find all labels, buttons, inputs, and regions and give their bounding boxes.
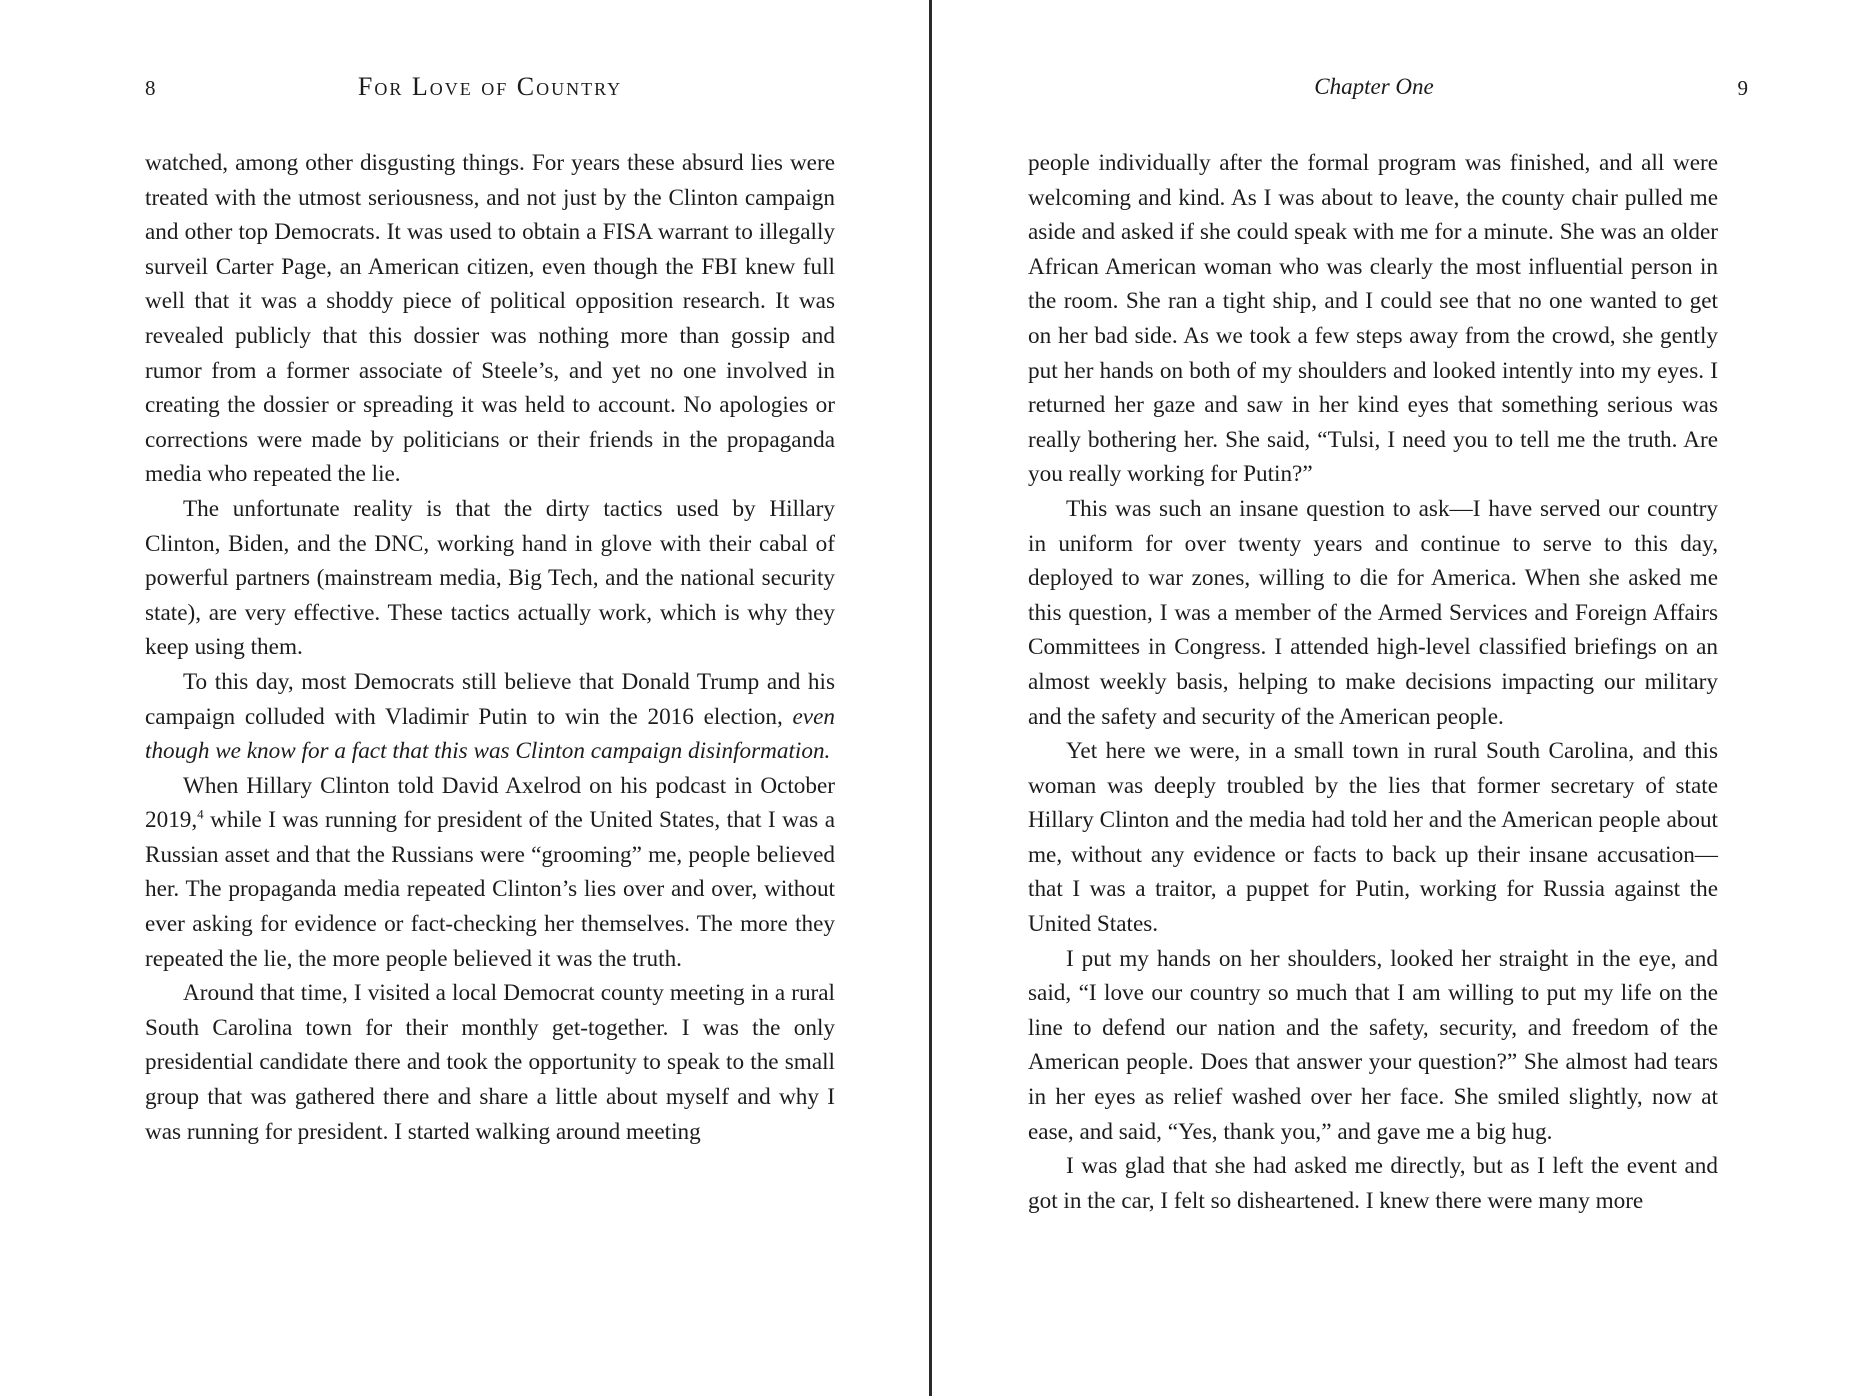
right-page <box>932 0 1862 1396</box>
body-text <box>145 146 835 1149</box>
paragraph <box>145 769 835 977</box>
paragraph-text: When Hillary Clinton told David Axelrod on his podcast in October 2019, <box>145 772 835 834</box>
paragraph-text: To this day, most Democrats still believe that Donald Trump and his campaign colluded with Vladimir Putin to win the 2016 election, <box>145 668 835 730</box>
paragraph: watched, among other disgusting things. For years these absurd lies were treated with the utmost seriousness, and not just by the Clinton campaign and other top Democrats. It was used to obtain a FISA warrant to illegally surveil Carter Page, an American citizen, even though the FBI knew full well that it was a shoddy piece of political opposition research. It was revealed publicly that this dossier was nothing more than gossip and rumor from a former associate of Steele’s, and yet no one involved in creating the dossier or spreading it was held to account. No apologies or corrections were made by politicians or their friends in the propaganda media who repeated the lie. <box>145 150 835 488</box>
paragraph <box>145 665 835 769</box>
running-head-chapter-title: Chapter One <box>1314 74 1434 99</box>
paragraph: people individually after the formal program was finished, and all were welcoming and kind. As I was about to leave, the county chair pulled me aside and asked if she could speak with me for a minute. She was an older African American woman who was clearly the most influential person in the room. She ran a tight ship, and I could see that no one wanted to get on her bad side. As we took a few steps away from the crowd, she gently put her hands on both of my shoulders and looked intently into my eyes. I returned her gaze and saw in her kind eyes that something serious was really bothering her. She said, “Tulsi, I need you to tell me the truth. Are you really working for Putin?” <box>1028 150 1718 488</box>
paragraph-text: while I was running for president of the United States, that I was a Russian asset and that the Russians were “grooming” me, people believed her. The propaganda media repeated Clinton’s lies over and over, without ever asking for evidence or fact-checking her themselves. The more they repeated the lie, the more people believed it was the truth. <box>145 807 835 972</box>
left-page <box>0 0 929 1396</box>
paragraph: This was such an insane question to ask—I have served our country in uniform for over twenty years and continue to serve to this day, deployed to war zones, willing to die for America. When she asked me this question, I was a member of the Armed Services and Foreign Affairs Committees in Congress. I attended high-level classified briefings on an almost weekly basis, helping to make decisions impacting our military and the safety and security of the American people. <box>1028 495 1718 730</box>
page-number: 9 <box>1737 76 1748 100</box>
paragraph: Around that time, I visited a local Democrat county meeting in a rural South Carolina town for their monthly get-together. I was the only presidential candidate there and took the opportunity to speak to the small group that was gathered there and share a little about myself and why I was running for president. I started walking around meeting <box>145 980 835 1145</box>
footnote-reference[interactable]: 4 <box>197 806 204 822</box>
paragraph: I put my hands on her shoulders, looked her straight in the eye, and said, “I love our country so much that I am willing to put my life on the line to defend our nation and the safety, security, and freedom of the American people. Does that answer your question?” She almost had tears in her eyes as relief washed over her face. She smiled slightly, now at ease, and said, “Yes, thank you,” and gave me a big hug. <box>1028 945 1718 1145</box>
emphasized-text: even though we know for a fact that this was Clinton campaign disinformation. <box>145 703 835 765</box>
page-number: 8 <box>145 76 156 100</box>
paragraph: Yet here we were, in a small town in rural South Carolina, and this woman was deeply troubled by the lies that former secretary of state Hillary Clinton and the media had told her and the American people about me, without any evidence or facts to back up their insane accusation—that I was a traitor, a puppet for Putin, working for Russia against the United States. <box>1028 738 1718 938</box>
paragraph: The unfortunate reality is that the dirty tactics used by Hillary Clinton, Biden, and the DNC, working hand in glove with their cabal of powerful partners (mainstream media, Big Tech, and the national security state), are very effective. These tactics actually work, which is why they keep using them. <box>145 495 835 661</box>
paragraph: I was glad that she had asked me directly, but as I left the event and got in the car, I felt so disheartened. I knew there were many more <box>1028 1153 1718 1214</box>
running-head-book-title: For Love of Country <box>357 72 623 101</box>
body-text <box>1028 146 1718 1218</box>
